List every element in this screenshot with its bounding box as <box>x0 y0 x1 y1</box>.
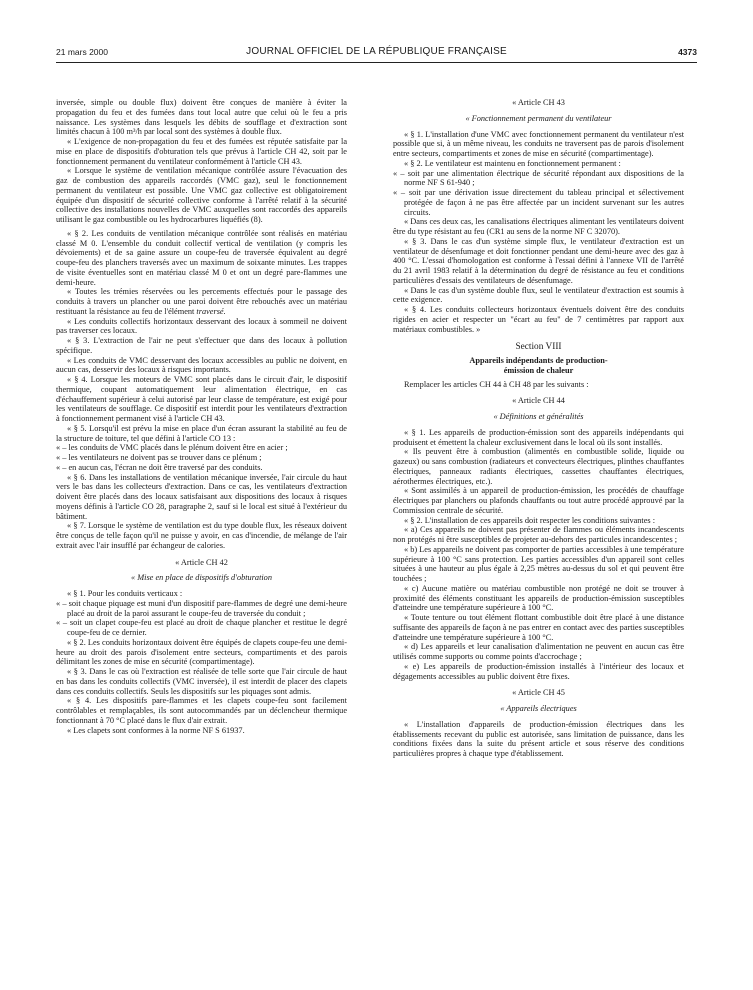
list-item: « – les ventilateurs ne doivent pas se trouver dans ce plénum ; <box>56 453 262 462</box>
list-item: « – soit par une dérivation issue directement du tableau principal et sélectivement protégée de façon à ne pas être affectée par un incident survenant sur les autres circuits. <box>393 188 684 217</box>
paragraph <box>56 287 347 316</box>
paragraph: « b) Les appareils ne doivent pas comporter de parties accessibles à une température supérieure à 100 °C sans protection. Les parties accessibles d'un appareil sont celles situées à une hauteur au plus égale à 2,25 mètres au-dessus du sol et qui peuvent être touchées ; <box>393 544 684 583</box>
paragraph: « § 1. Pour les conduits verticaux : <box>67 589 183 598</box>
paragraph: inversée, simple ou double flux) doivent être conçues de manière à éviter la propagation du feu et des fumées dans tout local autre que celui où le feu a pris naissance. Les systèmes dans lesquels les débits de soufflage et d'extraction sont limités chacun à 100 m³/h par local sont des systèmes à double flux. <box>56 98 347 137</box>
page-header <box>56 47 697 61</box>
paragraph: « § 3. L'extraction de l'air ne peut s'effectuer que dans des locaux à pollution spécifique. <box>56 336 347 355</box>
paragraph: « Dans le cas d'un système double flux, seul le ventilateur d'extraction est soumis à cette exigence. <box>393 285 684 305</box>
paragraph: « § 5. Lorsqu'il est prévu la mise en place d'un écran assurant la stabilité au feu de la structure de toiture, tel que défini à l'article CO 13 : <box>56 423 347 443</box>
paragraph: « a) Ces appareils ne doivent pas présenter de flammes ou éléments incandescents non protégés ni être susceptibles de projeter au-dehors des particules incandescentes ; <box>393 525 684 544</box>
paragraph: « L'exigence de non-propagation du feu et des fumées est réputée satisfaite par la mise en place de dispositifs d'obturation tels que prévus à l'article CH 42, soit par le fonctionnement permanent du ventilateur conformément à l'article CH 43. <box>56 137 347 166</box>
header-rule <box>56 62 697 63</box>
paragraph: « § 3. Dans le cas où l'extraction est réalisée de telle sorte que l'air circule de haut en bas dans les conduits collectifs (VMC inversée), il est interdit de placer des clapets dans ces conduits collectifs. Seuls les dispositifs sur les piquages sont admis. <box>56 667 347 696</box>
paragraph: « § 4. Lorsque les moteurs de VMC sont placés dans le circuit d'air, le dispositif thermique, coupant automatiquement leur alimentation électrique, en cas d'échauffement supérieur à celui autorisé par leur classe de température, est exigé pour les ventilateurs de soufflage. Ce dispositif est interdit pour les ventilateurs d'extraction à fonctionnement permanent visé à l'article CH 43. <box>56 375 347 423</box>
paragraph: « Lorsque le système de ventilation mécanique contrôlée assure l'évacuation des gaz de combustion des appareils raccordés (VMC gaz), seul le fonctionnement permanent du ventilateur est possible. Une VMC gaz collective est obligatoirement équipée d'un dispositif de sécurité collective conforme à l'arrêté relatif à la sécurité collective des installations nouvelles de VMC auxquelles sont raccordés des appareils utilisant le gaz combustible ou les hydrocarbures liquéfiés (8). <box>56 166 347 224</box>
paragraph: « § 2. Le ventilateur est maintenu en fonctionnement permanent : <box>404 158 621 168</box>
section-title-line-1: Appareils indépendants de production- <box>469 356 608 365</box>
paragraph: « Dans ces deux cas, les canalisations électriques alimentant les ventilateurs doivent être du type résistant au feu (CR1 au sens de la norme NF C 32070). <box>393 217 684 236</box>
paragraph: « § 4. Les conduits collecteurs horizontaux éventuels doivent être des conduits rigides en acier et respecter un "écart au feu" de 7 centimètres par rapport aux matériaux combustibles. » <box>393 305 684 334</box>
paragraph: « § 2. Les conduits de ventilation mécanique contrôlée sont réalisés en matériau classé M 0. L'ensemble du conduit collectif vertical de ventilation (y compris les dévoiements) et de sa gaine assure un coupe-feu de traversée équivalent au degré coupe-feu des planchers traversés avec un maximum de soixante minutes. Les trappes de visite éventuelles sont en matériau classé M 0 et ont un degré pare-flammes une demi-heure. <box>56 228 347 287</box>
article-subheading: « Fonctionnement permanent du ventilateur <box>465 113 612 123</box>
paragraph: « e) Les appareils de production-émission installés à l'intérieur des locaux et dégagements accessibles au public doivent être fixes. <box>393 661 684 681</box>
journal-title: JOURNAL OFFICIEL DE LA RÉPUBLIQUE FRANÇAISE <box>246 46 507 57</box>
paragraph: « § 7. Lorsque le système de ventilation est du type double flux, les réseaux doivent être conçus de telle façon qu'il ne puisse y avoir, en cas d'incendie, de mélange de l'air extrait avec l'air insufflé par échangeur de calories. <box>56 521 347 550</box>
right-column <box>393 98 684 978</box>
paragraph: « Ils peuvent être à combustion (alimentés en combustible solide, liquide ou gazeux) ou sans combustion (radiateurs et convecteurs électriques, plinthes chauffantes électriques, panneaux radiants électriques, cassettes chauffantes électriques, aérothermes électriques, etc.). <box>393 447 684 486</box>
left-column <box>56 98 347 978</box>
paragraph: « § 3. Dans le cas d'un système simple flux, le ventilateur d'extraction est un ventilateur de désenfumage et doit fonctionner pendant une demi-heure avec des gaz à 400 °C. L'essai d'homologation est conforme à l'essai défini à l'annexe VII de l'arrêté du 21 avril 1983 relatif à la détermination du degré de résistance au feu et conditions particulières d'essais des ventilateurs de désenfumage. <box>393 236 684 285</box>
list-item: « – soit un clapet coupe-feu est placé au droit de chaque plancher et restitue le degré coupe-feu de ce dernier. <box>56 618 347 637</box>
paragraph: « § 1. L'installation d'une VMC avec fonctionnement permanent du ventilateur n'est possible que si, à un même niveau, les conduits ne traversent pas de parois d'isolement entre secteurs, compartiments et zones de mise en sécurité (compartimentage). <box>393 129 684 158</box>
list-item: « – soit par une alimentation électrique de sécurité répondant aux dispositions de la norme NF S 61-940 ; <box>393 168 684 188</box>
paragraph: « Les conduits collectifs horizontaux desservant des locaux à sommeil ne doivent pas traverser ces locaux. <box>56 316 347 336</box>
list-item: « – les conduits de VMC placés dans le plénum doivent être en acier ; <box>56 443 288 453</box>
paragraph: « § 6. Dans les installations de ventilation mécanique inversée, l'air circule du haut vers le bas dans les collecteurs d'extraction. Dans ce cas, les ventilateurs d'extraction doivent être placés dans des locaux satisfaisant aux dispositions des locaux à risques moyens définis à l'article CO 28, paragraphe 2, sauf si le local est situé à l'extérieur du bâtiment. <box>56 472 347 521</box>
article-heading: « Article CH 45 <box>512 688 565 698</box>
paragraph: « Sont assimilés à un appareil de production-émission, les procédés de chauffage électriques par planchers ou plafonds chauffants ou tout autre procédé approuvé par la Commission centrale de sécurité. <box>393 486 684 515</box>
article-subheading: « Appareils électriques <box>500 704 577 713</box>
article-heading: « Article CH 43 <box>512 98 565 107</box>
paragraph-text: « Toutes les trémies réservées ou les percements effectués pour le passage des conduits à travers un plancher ou une paroi doivent être rebouchés avec un matériau restituant la résistance au feu de l'élément <box>56 287 347 316</box>
paragraph: « § 4. Les dispositifs pare-flammes et les clapets coupe-feu sont facilement contrôlables et remplaçables, ils sont autocommandés par un déclencheur thermique fonctionnant à 70 °C placé dans le flux d'air extrait. <box>56 696 347 725</box>
article-subheading: « Mise en place de dispositifs d'obturation <box>131 573 272 583</box>
paragraph: « § 2. L'installation de ces appareils doit respecter les conditions suivantes : <box>404 515 656 525</box>
article-heading: « Article CH 42 <box>175 557 228 567</box>
section-title-line-2: émission de chaleur <box>503 365 574 375</box>
article-subheading: « Définitions et généralités <box>493 412 584 421</box>
paragraph: « c) Aucune matière ou matériau combustible non protégé ne doit se trouver à proximité des éléments constituant les appareils de production-émission susceptibles d'atteindre une température supérieure à 100 °C. <box>393 583 684 613</box>
paragraph: Remplacer les articles CH 44 à CH 48 par les suivants : <box>404 379 589 389</box>
paragraph: « § 2. Les conduits horizontaux doivent être équipés de clapets coupe-feu une demi-heure au droit des parois d'isolement entre secteurs, compartiments et des parois délimitant les zones de mise en sécurité (compartimentage). <box>56 637 347 667</box>
paragraph: « Les conduits de VMC desservant des locaux accessibles au public ne doivent, en aucun cas, desservir des locaux à risques importants. <box>56 355 347 375</box>
paragraph: « § 1. Les appareils de production-émission sont des appareils indépendants qui produisent et émettent la chaleur exclusivement dans le local où ils sont installés. <box>393 427 684 447</box>
paragraph: « Toute tenture ou tout élément flottant combustible doit être placé à une distance suffisante des appareils de façon à ne pas entrer en contact avec des parties susceptibles d'atteindre une température supérieure à 100 °C. <box>393 613 684 642</box>
paragraph: « d) Les appareils et leur canalisation d'alimentation ne peuvent en aucun cas être utilisés comme supports ou comme points d'accrochage ; <box>393 642 684 661</box>
paragraph: « Les clapets sont conformes à la norme NF S 61937. <box>67 725 245 735</box>
header-date: 21 mars 2000 <box>56 47 108 57</box>
paragraph: « L'installation d'appareils de production-émission électriques dans les établissements recevant du public est autorisée, sans limitation de puissance, dans les conditions fixées dans la suite du présent article et sous réserve des conditions particulières propres à chaque type d'établissement. <box>393 719 684 758</box>
article-heading: « Article CH 44 <box>512 396 565 406</box>
italic-text: traversé. <box>196 306 226 316</box>
section-heading: Section VIII <box>515 342 562 353</box>
list-item: « – soit chaque piquage est muni d'un dispositif pare-flammes de degré une demi-heure placé au droit de la paroi assurant le coupe-feu de traversée du conduit ; <box>56 598 347 618</box>
page-number: 4373 <box>678 47 697 57</box>
list-item: « – en aucun cas, l'écran ne doit être traversé par des conduits. <box>56 462 263 472</box>
